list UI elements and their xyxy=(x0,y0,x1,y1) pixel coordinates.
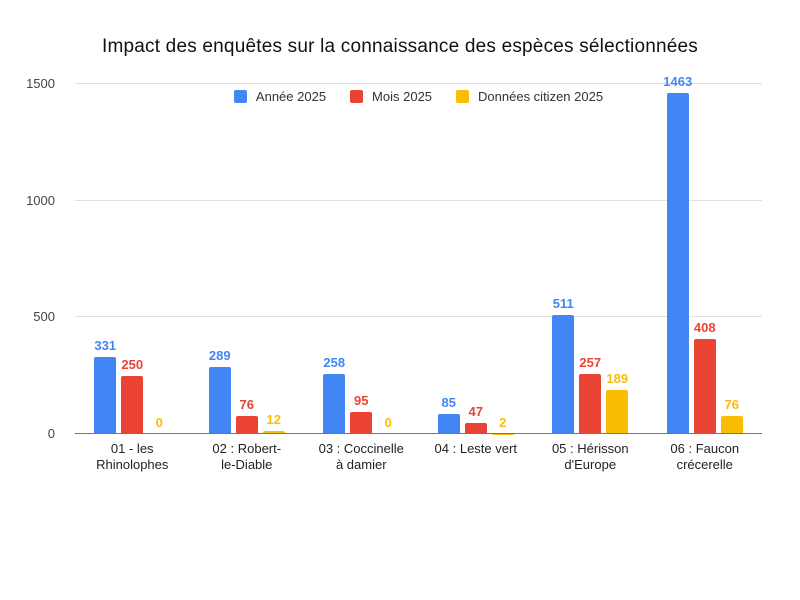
x-category-label xyxy=(304,441,419,473)
bar-value-label: 289 xyxy=(208,347,231,363)
legend-item[interactable] xyxy=(456,89,603,104)
bar-donn-es-citizen-2025[interactable] xyxy=(606,370,629,434)
x-category-label-line: crécerelle xyxy=(676,457,733,472)
bar-value-label: 250 xyxy=(121,356,144,372)
x-category-label xyxy=(419,441,534,473)
x-axis xyxy=(75,441,762,473)
bar-value-label: 76 xyxy=(239,397,254,413)
bar-group xyxy=(304,84,419,434)
bar-value-label: 511 xyxy=(552,295,574,311)
bar-group xyxy=(75,84,190,434)
bar-value-label: 1463 xyxy=(663,73,693,89)
bar-value-label: 12 xyxy=(266,412,281,428)
bar-value-label: 76 xyxy=(724,397,739,413)
x-category-label xyxy=(533,441,648,473)
plot-area xyxy=(75,73,762,434)
x-category-label-line: 06 : Faucon xyxy=(670,441,740,456)
legend-item-label: Année 2025 xyxy=(255,89,327,104)
legend-swatch-icon xyxy=(234,90,247,103)
axis-baseline xyxy=(75,433,762,434)
bar-ann-e-2025[interactable] xyxy=(323,354,346,434)
bar-donn-es-citizen-2025[interactable] xyxy=(721,397,743,434)
x-category-label-line: 05 : Hérisson xyxy=(551,441,629,456)
bar-ann-e-2025[interactable] xyxy=(94,337,117,434)
y-tick-label: 0 xyxy=(47,426,55,441)
bar-group xyxy=(648,73,763,434)
y-tick-label: 500 xyxy=(33,309,55,325)
legend-item-label: Mois 2025 xyxy=(372,89,433,104)
bar-value-label: 47 xyxy=(468,404,483,419)
bar-mois-2025[interactable] xyxy=(579,355,602,434)
x-category-label-line: 02 : Robert- xyxy=(212,441,282,456)
bar-ann-e-2025[interactable] xyxy=(438,395,460,434)
bar-group xyxy=(533,84,648,434)
bar-mois-2025[interactable] xyxy=(121,356,144,434)
bar-value-label: 2 xyxy=(499,414,507,430)
chart-title: Impact des enquêtes sur la connaissance des espèces sélectionnées xyxy=(101,36,699,57)
bar-value-label: 258 xyxy=(323,354,346,370)
x-category-label-line: à damier xyxy=(335,457,387,472)
bar-group xyxy=(419,84,534,434)
bar-value-label: 331 xyxy=(94,337,117,353)
legend-swatch-icon xyxy=(456,90,469,103)
legend-swatch-icon xyxy=(350,90,363,103)
bar-ann-e-2025[interactable] xyxy=(552,295,574,434)
bar-value-label: 95 xyxy=(354,392,369,408)
x-category-label xyxy=(648,441,763,473)
bar-ann-e-2025[interactable] xyxy=(208,347,231,434)
x-category-label-line: 01 - les xyxy=(110,441,154,456)
x-category-label-line: 03 : Coccinelle xyxy=(318,441,404,456)
y-axis xyxy=(0,76,65,441)
x-category-label-line: Rhinolophes xyxy=(96,457,169,472)
x-category-label-line: le-Diable xyxy=(221,457,273,472)
x-category-label xyxy=(75,441,190,473)
bar-value-label: 189 xyxy=(606,370,629,386)
bar-mois-2025[interactable] xyxy=(236,397,258,434)
legend-item-label: Données citizen 2025 xyxy=(478,89,604,104)
bar-value-label: 0 xyxy=(384,415,392,430)
bar-group xyxy=(190,84,305,434)
x-category-label xyxy=(190,441,305,473)
x-category-label-line: 04 : Leste vert xyxy=(434,441,517,456)
bar-value-label: 257 xyxy=(579,355,602,370)
x-category-label-line: d'Europe xyxy=(564,457,617,472)
bar-value-label: 0 xyxy=(155,415,163,430)
y-tick-label: 1000 xyxy=(26,192,55,208)
bar-value-label: 408 xyxy=(693,319,716,335)
legend-item[interactable] xyxy=(234,89,326,104)
y-tick-label: 1500 xyxy=(26,76,55,91)
bar-value-label: 85 xyxy=(441,395,456,411)
bar-mois-2025[interactable] xyxy=(693,319,716,434)
bar-ann-e-2025[interactable] xyxy=(663,73,693,434)
legend xyxy=(75,89,762,104)
bars-row xyxy=(75,73,762,434)
legend-item[interactable] xyxy=(350,89,432,104)
bar-mois-2025[interactable] xyxy=(350,392,372,434)
